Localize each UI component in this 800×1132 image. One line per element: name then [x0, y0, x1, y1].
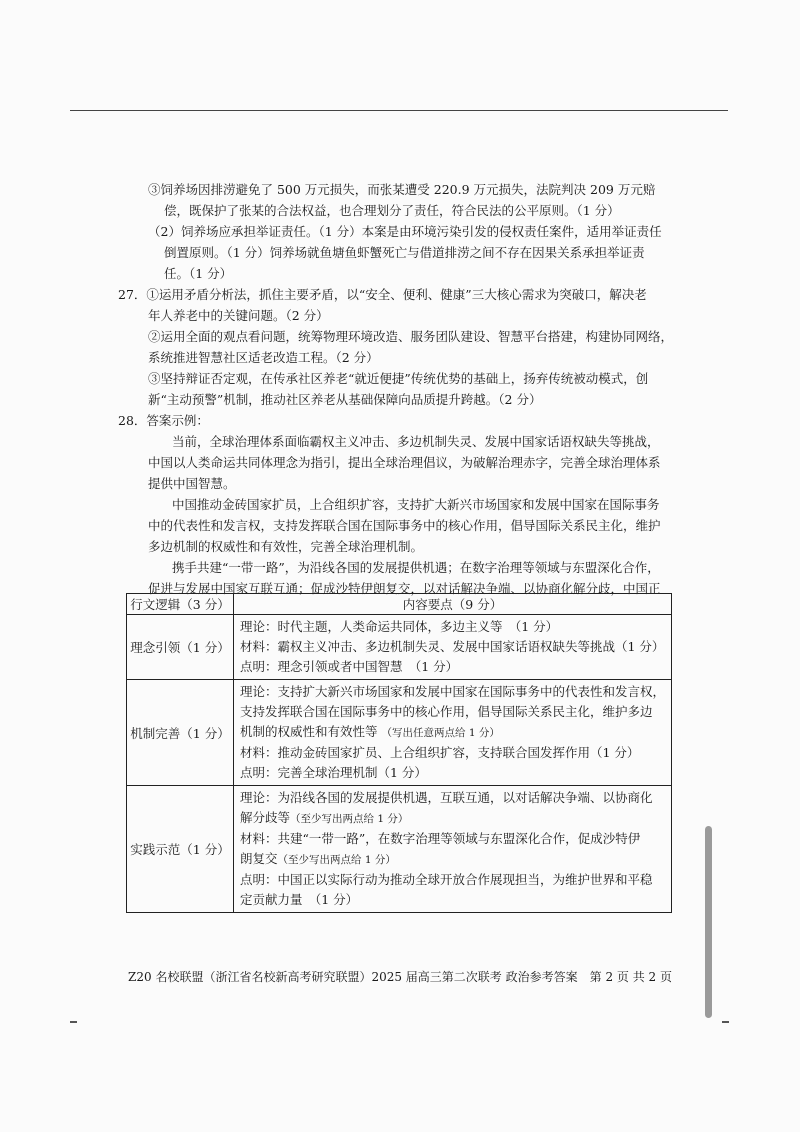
q26-point-3-line-2: 偿，既保护了张某的合法权益，也合理划分了责任，符合民法的公平原则。（1 分）: [164, 203, 620, 218]
scoring-note: （至少写出两点给 1 分）: [277, 854, 396, 866]
q27-point-3-line-1: ③坚持辩证否定观，在传承社区养老“就近便捷”传统优势的基础上，扬弃传统被动模式，创: [148, 371, 649, 386]
content-line: 材料：推动金砖国家扩员、上合组织扩容，支持联合国发挥作用（1 分）: [239, 745, 640, 760]
row-logic: 实践示范（1 分）: [127, 786, 234, 913]
content-text: 朗复交: [239, 851, 278, 866]
table-row: [127, 680, 672, 786]
top-rule: [70, 110, 728, 111]
q28-para-2-line-1: 中国推动金砖国家扩员，上合组织扩容，支持扩大新兴市场国家和发展中国家在国际事务: [172, 497, 660, 512]
row-content: [233, 680, 671, 786]
q26-part-2-line-2: 倒置原则。（1 分）饲养场就鱼塘鱼虾蟹死亡与借道排涝之间不存在因果关系承担举证责: [164, 245, 645, 260]
q27-point-1-line-2: 年人养老中的关键问题。（2 分）: [148, 308, 329, 323]
content-line: 理论：时代主题，人类命运共同体，多边主义等 （1 分）: [239, 619, 559, 634]
scoring-note: （写出任意两点给 1 分）: [381, 727, 500, 739]
page-footer: Z20 名校联盟（浙江省名校新高考研究联盟）2025 届高三第二次联考 政治参考答案 第 2 页 共 2 页: [128, 970, 672, 984]
q28-heading: 28．答案示例：: [118, 413, 209, 428]
q28-para-2-line-2: 中的代表性和发言权，支持发挥联合国在国际事务中的核心作用，倡导国际关系民主化，维护: [148, 518, 661, 533]
content-line: 点明：理念引领或者中国智慧 （1 分）: [239, 659, 459, 674]
q28-para-3-line-1: 携手共建“一带一路”，为沿线各国的发展提供机遇；在数字治理等领域与东盟深化合作，: [172, 560, 660, 575]
content-text: 解分歧等: [239, 810, 290, 825]
q28-para-3-line-2: 促进与发展中国家互联互通；促成沙特伊朗复交，以对话解决争端、以协商化解分歧，中国正: [148, 581, 661, 596]
content-line: [240, 808, 665, 829]
corner-mark-right: [722, 1021, 729, 1023]
header-content: 内容要点（9 分）: [233, 594, 671, 615]
content-line: 材料：共建“一带一路”，在数字治理等领域与东盟深化合作，促成沙特伊: [239, 831, 641, 846]
q28-para-1-line-3: 提供中国智慧。: [148, 476, 236, 491]
q28-para-2-line-3: 多边机制的权威性和有效性，完善全球治理机制。: [148, 539, 424, 554]
table-header-row: [127, 594, 672, 615]
scrollbar[interactable]: [705, 826, 712, 1018]
content-line: 理论：为沿线各国的发展提供机遇，互联互通，以对话解决争端、以协商化: [239, 790, 653, 805]
content-text: 机制的权威性和有效性等: [239, 724, 378, 739]
q26-part-2-line-1: （2）饲养场应承担举证责任。（1 分）本案是由环境污染引发的侵权责任案件，适用举证责任: [148, 224, 662, 239]
q27-point-3-line-2: 新“主动预警”机制，推动社区养老从基础保障向品质提升跨越。（2 分）: [148, 392, 542, 407]
row-content: [233, 615, 671, 680]
q26-part-2-line-3: 任。（1 分）: [164, 266, 233, 281]
content-line: [240, 722, 665, 743]
q27-point-2-line-2: 系统推进智慧社区适老改造工程。（2 分）: [148, 350, 379, 365]
q27-point-1-line-1: 27．①运用矛盾分析法，抓住主要矛盾，以“安全、便利、健康”三大核心需求为突破口，解决老: [118, 287, 647, 302]
content-line: 定贡献力量 （1 分）: [239, 892, 359, 907]
scoring-note: （至少写出两点给 1 分）: [290, 813, 409, 825]
row-logic: 机制完善（1 分）: [127, 680, 234, 786]
table-row: [127, 615, 672, 680]
q28-para-1-line-2: 中国以人类命运共同体理念为指引，提出全球治理倡议，为破解治理赤字，完善全球治理体系: [148, 455, 661, 470]
q27-point-2-line-1: ②运用全面的观点看问题，统筹物理环境改造、服务团队建设、智慧平台搭建，构建协同网络，: [148, 329, 674, 344]
scoring-table: [126, 593, 672, 913]
row-logic: 理念引领（1 分）: [127, 615, 234, 680]
content-line: 材料：霸权主义冲击、多边机制失灵、发展中国家话语权缺失等挑战（1 分）: [239, 639, 665, 654]
content-line: 支持发挥联合国在国际事务中的核心作用，倡导国际关系民主化，维护多边: [239, 704, 653, 719]
content-line: 点明：中国正以实际行动为推动全球开放合作展现担当，为维护世界和平稳: [239, 872, 653, 887]
content-line: [240, 849, 665, 870]
header-logic: 行文逻辑（3 分）: [127, 594, 234, 615]
q26-point-3-line-1: ③饲养场因排涝避免了 500 万元损失，而张某遭受 220.9 万元损失，法院判决 209 万元赔: [148, 182, 656, 197]
row-content: [233, 786, 671, 913]
q28-para-1-line-1: 当前，全球治理体系面临霸权主义冲击、多边机制失灵、发展中国家话语权缺失等挑战，: [172, 434, 660, 449]
content-line: 点明：完善全球治理机制（1 分）: [239, 765, 427, 780]
corner-mark-left: [70, 1021, 77, 1023]
table-row: [127, 786, 672, 913]
content-line: 理论：支持扩大新兴市场国家和发展中国家在国际事务中的代表性和发言权，: [239, 684, 665, 699]
